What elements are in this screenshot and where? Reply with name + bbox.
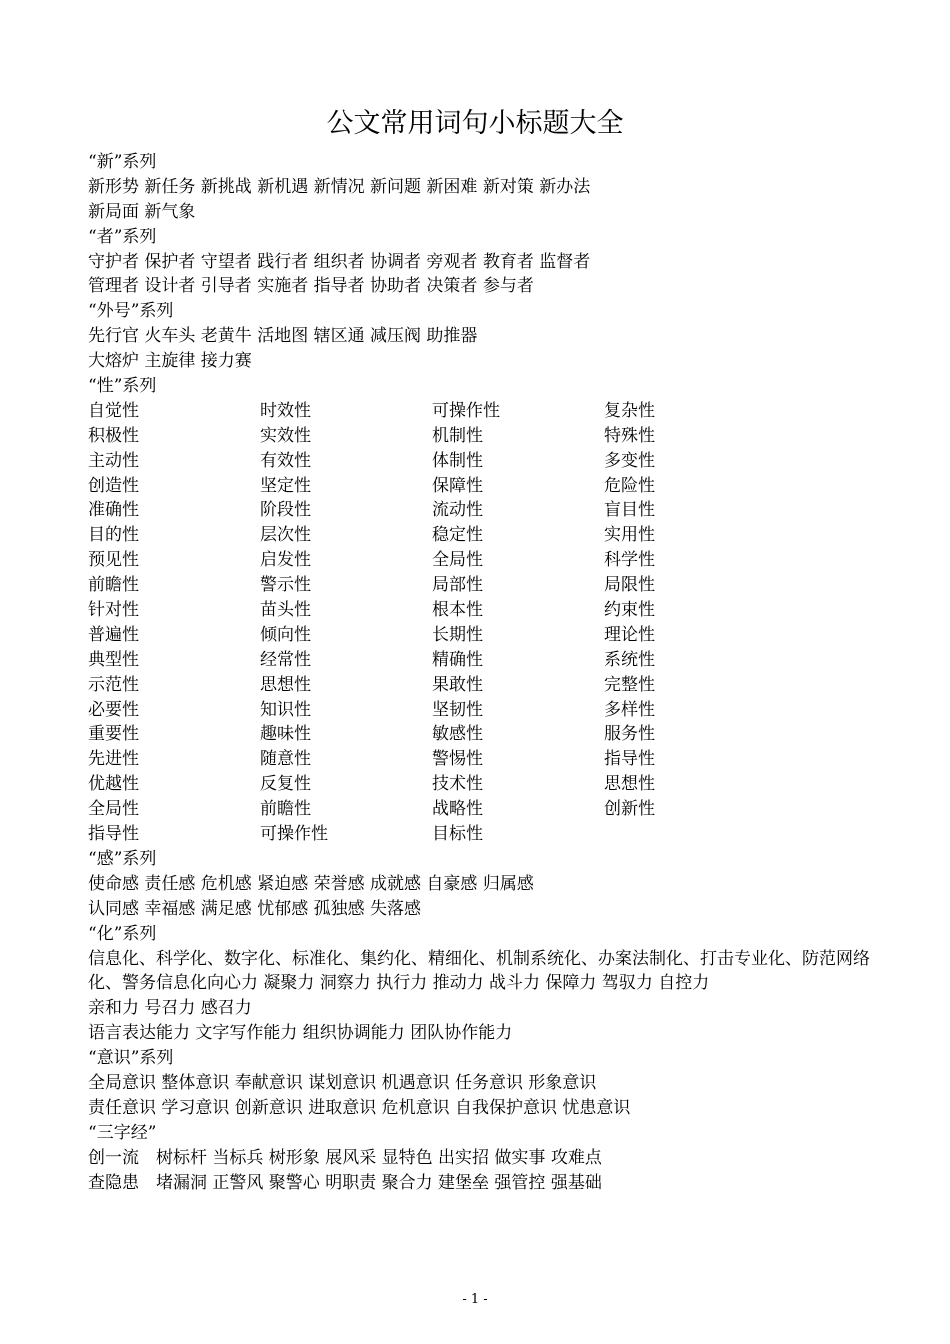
section-heading-xin: “新”系列	[88, 152, 157, 172]
xing-term: 自觉性	[88, 400, 139, 421]
xing-term	[604, 822, 776, 847]
xing-term: 必要性	[88, 699, 139, 720]
section-heading-waihao: “外号”系列	[88, 301, 174, 322]
xing-term: 苗头性	[260, 600, 311, 621]
xing-term: 普遍性	[88, 624, 139, 645]
hua-paragraph: 信息化、科学化、数字化、标准化、集约化、精细化、机制系统化、办案法制化、打击专业化、防范网络化、警务信息化向心力 凝聚力 洞察力 执行力 推动力 战斗力 保障力 驾驭力 自控力	[88, 948, 870, 994]
xing-term: 创造性	[88, 475, 139, 496]
zhe-line-1: 守护者 保护者 守望者 践行者 组织者 协调者 旁观者 教育者 监督者	[88, 251, 591, 272]
hua-line-2: 语言表达能力 文字写作能力 组织协调能力 团队协作能力	[88, 1023, 513, 1044]
xing-term: 预见性	[88, 550, 139, 571]
xing-term: 经常性	[260, 649, 311, 670]
xing-term: 科学性	[604, 550, 655, 571]
xing-term: 体制性	[432, 450, 483, 471]
document-body	[88, 150, 878, 1195]
xin-line-1: 新形势 新任务 新挑战 新机遇 新情况 新问题 新困难 新对策 新办法	[88, 176, 591, 197]
xing-term: 坚韧性	[432, 699, 483, 720]
xing-term: 多样性	[604, 699, 655, 720]
gan-line-2: 认同感 幸福感 满足感 忧郁感 孤独感 失落感	[88, 898, 422, 919]
section-heading-sanzijing: “三字经”	[88, 1122, 157, 1143]
xing-term: 多变性	[604, 450, 655, 471]
xing-term: 复杂性	[604, 400, 655, 421]
zhe-line-2: 管理者 设计者 引导者 实施者 指导者 协助者 决策者 参与者	[88, 276, 534, 297]
xing-term: 思想性	[604, 774, 655, 795]
waihao-line-1: 先行官 火车头 老黄牛 活地图 辖区通 减压阀 助推器	[88, 326, 478, 347]
xing-term: 实效性	[260, 425, 311, 446]
xing-term: 实用性	[604, 525, 655, 546]
xing-term: 倾向性	[260, 624, 311, 645]
xing-term: 长期性	[432, 624, 483, 645]
xing-term: 指导性	[604, 749, 655, 770]
document-title: 公文常用词句小标题大全	[326, 108, 624, 139]
xing-term-grid	[88, 399, 878, 847]
xing-term: 随意性	[260, 749, 311, 770]
xing-term: 警示性	[260, 575, 311, 596]
page-number: - 1 -	[462, 1292, 488, 1307]
xing-term: 系统性	[604, 649, 655, 670]
xing-term: 保障性	[432, 475, 483, 496]
xing-term: 积极性	[88, 425, 139, 446]
section-heading-yishi: “意识”系列	[88, 1048, 174, 1069]
xing-term: 局部性	[432, 575, 483, 596]
xing-term: 果敢性	[432, 674, 483, 695]
gan-line-1: 使命感 责任感 危机感 紧迫感 荣誉感 成就感 自豪感 归属感	[88, 873, 534, 894]
xing-term: 知识性	[260, 699, 311, 720]
xing-term: 敏感性	[432, 724, 483, 745]
xing-term: 完整性	[604, 674, 655, 695]
xing-term: 稳定性	[432, 525, 483, 546]
xing-term: 启发性	[260, 550, 311, 571]
xing-term: 重要性	[88, 724, 139, 745]
sanzijing-line-1: 创一流 树标杆 当标兵 树形象 展风采 显特色 出实招 做实事 攻难点	[88, 1147, 602, 1168]
xing-term: 时效性	[260, 400, 311, 421]
section-heading-hua: “化”系列	[88, 923, 157, 944]
xing-term: 特殊性	[604, 425, 655, 446]
xing-term: 优越性	[88, 774, 139, 795]
xing-term: 警惕性	[432, 749, 483, 770]
xing-term: 主动性	[88, 450, 139, 471]
xing-term: 指导性	[88, 824, 139, 845]
xing-term: 目的性	[88, 525, 139, 546]
xing-term: 服务性	[604, 724, 655, 745]
section-heading-xing: “性”系列	[88, 376, 157, 397]
xing-term: 危险性	[604, 475, 655, 496]
xin-line-2: 新局面 新气象	[88, 201, 196, 222]
xing-term: 目标性	[432, 824, 483, 845]
xing-term: 典型性	[88, 649, 139, 670]
xing-term: 坚定性	[260, 475, 311, 496]
xing-term: 战略性	[432, 799, 483, 820]
hua-line-1: 亲和力 号召力 感召力	[88, 998, 252, 1019]
xing-term: 可操作性	[260, 824, 328, 845]
yishi-line-2: 责任意识 学习意识 创新意识 进取意识 危机意识 自我保护意识 忧患意识	[88, 1097, 631, 1118]
xing-term: 全局性	[88, 799, 139, 820]
xing-term: 准确性	[88, 500, 139, 521]
xing-term: 机制性	[432, 425, 483, 446]
xing-term: 有效性	[260, 450, 311, 471]
xing-term: 阶段性	[260, 500, 311, 521]
xing-term: 创新性	[604, 799, 655, 820]
xing-term: 约束性	[604, 600, 655, 621]
xing-term: 技术性	[432, 774, 483, 795]
sanzijing-line-2: 查隐患 堵漏洞 正警风 聚警心 明职责 聚合力 建堡垒 强管控 强基础	[88, 1172, 602, 1193]
xing-term: 前瞻性	[88, 575, 139, 596]
section-heading-gan: “感”系列	[88, 848, 157, 869]
xing-term: 先进性	[88, 749, 139, 770]
xing-term: 反复性	[260, 774, 311, 795]
xing-term: 层次性	[260, 525, 311, 546]
xing-term: 示范性	[88, 674, 139, 695]
yishi-line-1: 全局意识 整体意识 奉献意识 谋划意识 机遇意识 任务意识 形象意识	[88, 1072, 597, 1093]
xing-term: 全局性	[432, 550, 483, 571]
xing-term: 前瞻性	[260, 799, 311, 820]
xing-term: 思想性	[260, 674, 311, 695]
section-heading-zhe: “者”系列	[88, 226, 157, 247]
xing-term: 趣味性	[260, 724, 311, 745]
xing-term: 针对性	[88, 600, 139, 621]
xing-term: 精确性	[432, 649, 483, 670]
xing-term: 可操作性	[432, 400, 500, 421]
xing-term: 流动性	[432, 500, 483, 521]
xing-term: 根本性	[432, 600, 483, 621]
xing-term: 局限性	[604, 575, 655, 596]
xing-term: 理论性	[604, 624, 655, 645]
xing-term: 盲目性	[604, 500, 655, 521]
waihao-line-2: 大熔炉 主旋律 接力赛	[88, 351, 252, 372]
